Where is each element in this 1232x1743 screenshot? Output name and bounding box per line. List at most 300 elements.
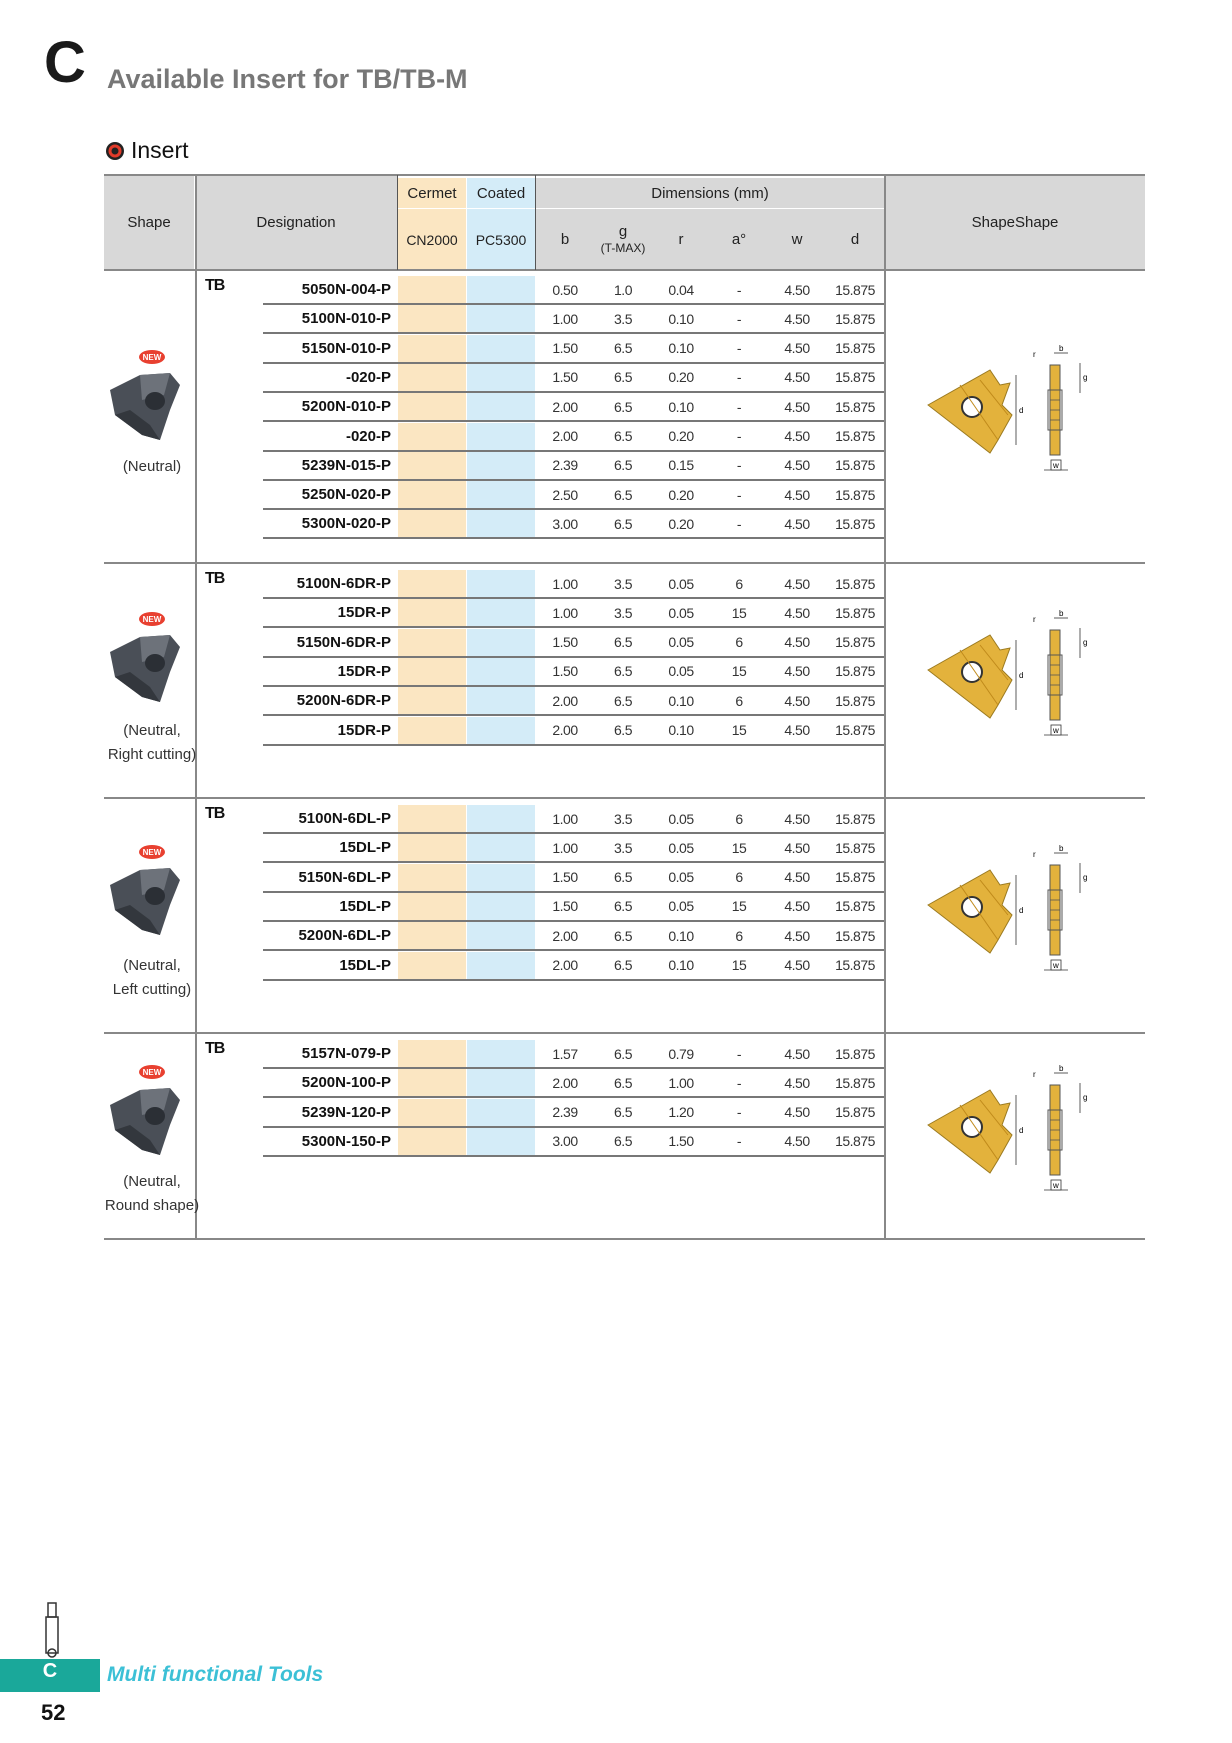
dim-g-cell: 6.5 bbox=[614, 457, 632, 474]
designation-cell: 5157N-079-P bbox=[301, 1045, 391, 1062]
table-row bbox=[263, 717, 884, 746]
dim-r-cell: 1.20 bbox=[668, 1104, 694, 1121]
dim-a-cell: 15 bbox=[731, 722, 747, 738]
dim-d-cell: 15.875 bbox=[835, 692, 875, 709]
dim-b-cell: 1.50 bbox=[552, 369, 578, 386]
dim-b-cell: 3.00 bbox=[552, 515, 578, 532]
cermet-availability-cell bbox=[398, 423, 466, 450]
dim-a-cell: - bbox=[736, 281, 742, 298]
dim-d-cell: 15.875 bbox=[835, 310, 875, 327]
coated-availability-cell bbox=[467, 629, 535, 656]
coated-availability-cell bbox=[467, 452, 535, 479]
header-d: d bbox=[826, 209, 884, 270]
svg-text:w: w bbox=[1053, 961, 1059, 970]
dim-d-cell: 15.875 bbox=[835, 957, 875, 973]
dim-r-cell: 1.50 bbox=[668, 1133, 694, 1150]
cermet-availability-cell bbox=[398, 893, 466, 920]
table-row bbox=[263, 864, 884, 893]
dim-w-cell: 4.50 bbox=[784, 898, 810, 915]
insert-photo-neutral bbox=[100, 345, 200, 455]
dim-d-cell: 15.875 bbox=[835, 486, 875, 503]
dim-g-cell: 6.5 bbox=[614, 1104, 632, 1121]
table-row bbox=[263, 599, 884, 628]
svg-text:d: d bbox=[1019, 906, 1024, 915]
dim-d-cell: 15.875 bbox=[835, 1133, 875, 1150]
dim-b-cell: 1.00 bbox=[552, 839, 578, 856]
dim-b-cell: 1.50 bbox=[552, 663, 578, 680]
insert-diagram bbox=[920, 1065, 1120, 1215]
dim-d-cell: 15.875 bbox=[835, 839, 875, 856]
dim-a-cell: - bbox=[736, 515, 742, 532]
dim-g-cell: 3.5 bbox=[614, 810, 632, 827]
dim-d-cell: 15.875 bbox=[835, 634, 875, 651]
coated-availability-cell bbox=[467, 893, 535, 920]
cermet-availability-cell bbox=[398, 629, 466, 656]
dim-r-cell: 0.04 bbox=[668, 281, 694, 298]
designation-cell: -020-P bbox=[345, 427, 391, 445]
chapter-letter: C bbox=[44, 30, 86, 95]
dim-a-cell: 15 bbox=[731, 957, 747, 973]
dim-r-cell: 1.00 bbox=[668, 1074, 694, 1091]
dim-b-cell: 2.00 bbox=[552, 1074, 578, 1091]
dim-a-cell: 6 bbox=[735, 634, 743, 651]
footer-title: Multi functional Tools bbox=[107, 1663, 324, 1686]
dim-w-cell: 4.50 bbox=[784, 1074, 810, 1091]
dim-d-cell: 15.875 bbox=[835, 869, 875, 886]
dim-g-cell: 6.5 bbox=[614, 398, 632, 415]
designation-cell: 5239N-120-P bbox=[301, 1103, 391, 1121]
page-title: Available Insert for TB/TB-M bbox=[107, 64, 468, 94]
dim-r-cell: 0.05 bbox=[668, 575, 694, 592]
table-row bbox=[263, 364, 884, 393]
table-row bbox=[263, 276, 884, 305]
dim-a-cell: - bbox=[736, 486, 742, 503]
svg-text:b: b bbox=[1059, 345, 1064, 353]
table-row bbox=[263, 629, 884, 658]
svg-text:w: w bbox=[1053, 726, 1059, 735]
cermet-availability-cell bbox=[398, 687, 466, 714]
dim-g-cell: 3.5 bbox=[614, 575, 632, 592]
dim-b-cell: 1.50 bbox=[552, 869, 578, 886]
dim-g-cell: 6.5 bbox=[614, 1133, 632, 1150]
svg-text:b: b bbox=[1059, 1065, 1064, 1073]
dim-a-cell: 6 bbox=[735, 927, 743, 944]
dim-w-cell: 4.50 bbox=[784, 398, 810, 415]
cermet-availability-cell bbox=[398, 276, 466, 303]
designation-cell: 5250N-020-P bbox=[301, 486, 391, 504]
dim-b-cell: 0.50 bbox=[552, 281, 578, 298]
shape-caption: (Neutral) bbox=[122, 458, 182, 475]
dim-d-cell: 15.875 bbox=[835, 810, 875, 827]
dim-b-cell: 2.39 bbox=[552, 1104, 578, 1121]
svg-text:b: b bbox=[1059, 845, 1064, 853]
coated-availability-cell bbox=[467, 952, 535, 979]
designation-cell: 15DL-P bbox=[339, 839, 391, 857]
dim-w-cell: 4.50 bbox=[784, 428, 810, 444]
designation-cell: 5200N-6DR-P bbox=[296, 692, 391, 710]
designation-cell: 5300N-020-P bbox=[301, 515, 391, 533]
insert-photo-round bbox=[100, 1060, 200, 1170]
group-prefix: TB bbox=[205, 1040, 225, 1057]
section-title: Insert bbox=[131, 137, 189, 163]
header-shape-diagram: ShapeShape bbox=[885, 175, 1145, 270]
table-bottom-border bbox=[104, 1238, 1145, 1240]
dim-r-cell: 0.05 bbox=[668, 663, 694, 680]
table-row bbox=[263, 570, 884, 599]
cermet-availability-cell bbox=[398, 1069, 466, 1096]
header-divider bbox=[535, 175, 536, 270]
dim-g-cell: 6.5 bbox=[614, 340, 632, 357]
dim-d-cell: 15.875 bbox=[835, 340, 875, 357]
cermet-availability-cell bbox=[398, 717, 466, 744]
dim-w-cell: 4.50 bbox=[784, 1133, 810, 1150]
dim-g-cell: 1.0 bbox=[614, 281, 632, 298]
dim-r-cell: 0.20 bbox=[668, 515, 694, 532]
dim-g-cell: 6.5 bbox=[614, 898, 632, 915]
dim-b-cell: 1.00 bbox=[552, 810, 578, 827]
svg-text:g: g bbox=[1083, 373, 1088, 382]
svg-text:d: d bbox=[1019, 1126, 1024, 1135]
dim-b-cell: 2.00 bbox=[552, 428, 578, 444]
dim-d-cell: 15.875 bbox=[835, 1074, 875, 1091]
dim-d-cell: 15.875 bbox=[835, 1045, 875, 1062]
header-coated: Coated bbox=[467, 178, 535, 208]
cermet-availability-cell bbox=[398, 570, 466, 597]
dim-g-cell: 6.5 bbox=[614, 1045, 632, 1062]
insert-diagram bbox=[920, 610, 1120, 760]
cermet-availability-cell bbox=[398, 599, 466, 626]
cermet-availability-cell bbox=[398, 922, 466, 949]
designation-cell: 5050N-004-P bbox=[301, 281, 391, 298]
group-divider bbox=[104, 1032, 1145, 1034]
coated-availability-cell bbox=[467, 805, 535, 832]
header-coated-grade: PC5300 bbox=[467, 209, 535, 270]
coated-availability-cell bbox=[467, 276, 535, 303]
dim-r-cell: 0.05 bbox=[668, 604, 694, 621]
designation-cell: 15DL-P bbox=[339, 897, 391, 915]
dim-d-cell: 15.875 bbox=[835, 281, 875, 298]
coated-availability-cell bbox=[467, 687, 535, 714]
group-prefix: TB bbox=[205, 277, 225, 294]
dim-r-cell: 0.10 bbox=[668, 340, 694, 357]
designation-cell: 15DR-P bbox=[337, 721, 391, 739]
cermet-availability-cell bbox=[398, 1099, 466, 1126]
dim-r-cell: 0.10 bbox=[668, 310, 694, 327]
dim-a-cell: - bbox=[736, 398, 742, 415]
cermet-availability-cell bbox=[398, 1040, 466, 1067]
dim-w-cell: 4.50 bbox=[784, 634, 810, 651]
coated-availability-cell bbox=[467, 481, 535, 508]
dim-g-cell: 6.5 bbox=[614, 515, 632, 532]
footer-chapter-letter: C bbox=[42, 1660, 58, 1682]
table-row bbox=[263, 510, 884, 539]
coated-availability-cell bbox=[467, 599, 535, 626]
dim-a-cell: - bbox=[736, 369, 742, 386]
new-badge-text: NEW bbox=[142, 1068, 162, 1077]
dim-g-cell: 6.5 bbox=[614, 957, 632, 973]
insert-photo-left bbox=[100, 840, 200, 950]
dim-w-cell: 4.50 bbox=[784, 486, 810, 503]
dim-d-cell: 15.875 bbox=[835, 604, 875, 621]
cermet-availability-cell bbox=[398, 805, 466, 832]
dim-w-cell: 4.50 bbox=[784, 1104, 810, 1121]
dim-a-cell: 6 bbox=[735, 869, 743, 886]
cermet-availability-cell bbox=[398, 864, 466, 891]
dim-a-cell: - bbox=[736, 1133, 742, 1150]
table-row bbox=[263, 834, 884, 863]
cermet-availability-cell bbox=[398, 335, 466, 362]
designation-cell: 5200N-6DL-P bbox=[298, 927, 391, 945]
header-a: a° bbox=[710, 209, 768, 270]
cermet-availability-cell bbox=[398, 393, 466, 420]
coated-availability-cell bbox=[467, 1128, 535, 1155]
table-row bbox=[263, 658, 884, 687]
designation-cell: -020-P bbox=[345, 368, 391, 386]
table-row bbox=[263, 893, 884, 922]
dim-d-cell: 15.875 bbox=[835, 898, 875, 915]
dim-a-cell: - bbox=[736, 457, 742, 474]
designation-cell: 5150N-6DL-P bbox=[298, 868, 391, 886]
dim-w-cell: 4.50 bbox=[784, 692, 810, 709]
coated-availability-cell bbox=[467, 658, 535, 685]
designation-cell: 5100N-010-P bbox=[301, 310, 391, 328]
group-prefix: TB bbox=[205, 805, 225, 822]
cermet-availability-cell bbox=[398, 364, 466, 391]
dim-b-cell: 1.00 bbox=[552, 604, 578, 621]
new-badge-text: NEW bbox=[142, 848, 162, 857]
dim-b-cell: 1.57 bbox=[552, 1045, 578, 1062]
table-row bbox=[263, 452, 884, 481]
dim-d-cell: 15.875 bbox=[835, 663, 875, 680]
table-row bbox=[263, 335, 884, 364]
coated-availability-cell bbox=[467, 1069, 535, 1096]
dim-w-cell: 4.50 bbox=[784, 722, 810, 738]
header-dimensions: Dimensions (mm) bbox=[536, 178, 884, 208]
dim-d-cell: 15.875 bbox=[835, 369, 875, 386]
coated-availability-cell bbox=[467, 1040, 535, 1067]
dim-r-cell: 0.05 bbox=[668, 898, 694, 915]
designation-cell: 5200N-010-P bbox=[301, 398, 391, 416]
insert-diagram bbox=[920, 845, 1120, 995]
dim-w-cell: 4.50 bbox=[784, 310, 810, 327]
dim-a-cell: 6 bbox=[735, 575, 743, 592]
group-prefix: TB bbox=[205, 570, 225, 587]
dim-d-cell: 15.875 bbox=[835, 575, 875, 592]
designation-cell: 5300N-150-P bbox=[301, 1132, 391, 1150]
svg-text:r: r bbox=[1033, 850, 1036, 859]
dim-b-cell: 1.50 bbox=[552, 898, 578, 915]
dim-a-cell: - bbox=[736, 428, 742, 444]
group-divider bbox=[104, 562, 1145, 564]
tool-icon bbox=[40, 1601, 64, 1661]
header-bottom-border bbox=[104, 269, 1145, 271]
table-row bbox=[263, 952, 884, 981]
coated-availability-cell bbox=[467, 1099, 535, 1126]
page-number: 52 bbox=[41, 1700, 66, 1725]
dim-g-cell: 6.5 bbox=[614, 486, 632, 503]
dim-w-cell: 4.50 bbox=[784, 810, 810, 827]
table-row bbox=[263, 1069, 884, 1098]
dim-w-cell: 4.50 bbox=[784, 281, 810, 298]
dim-a-cell: 15 bbox=[731, 898, 747, 915]
dim-d-cell: 15.875 bbox=[835, 722, 875, 738]
dim-a-cell: 15 bbox=[731, 604, 747, 621]
dim-w-cell: 4.50 bbox=[784, 1045, 810, 1062]
dim-b-cell: 1.50 bbox=[552, 340, 578, 357]
coated-availability-cell bbox=[467, 834, 535, 861]
coated-availability-cell bbox=[467, 717, 535, 744]
cermet-availability-cell bbox=[398, 510, 466, 537]
cermet-availability-cell bbox=[398, 834, 466, 861]
dim-r-cell: 0.10 bbox=[668, 957, 694, 973]
coated-availability-cell bbox=[467, 570, 535, 597]
dim-b-cell: 2.00 bbox=[552, 398, 578, 415]
dim-w-cell: 4.50 bbox=[784, 369, 810, 386]
table-row bbox=[263, 922, 884, 951]
coated-availability-cell bbox=[467, 510, 535, 537]
dim-g-cell: 6.5 bbox=[614, 869, 632, 886]
dim-a-cell: 15 bbox=[731, 663, 747, 680]
dim-w-cell: 4.50 bbox=[784, 957, 810, 973]
svg-text:w: w bbox=[1053, 1181, 1059, 1190]
table-row bbox=[263, 1099, 884, 1128]
table-row bbox=[263, 1040, 884, 1069]
cermet-availability-cell bbox=[398, 305, 466, 332]
shape-caption: (Neutral, Left cutting) bbox=[112, 957, 192, 998]
header-r: r bbox=[652, 209, 710, 270]
dim-g-cell: 6.5 bbox=[614, 1074, 632, 1091]
dim-r-cell: 0.20 bbox=[668, 428, 694, 444]
dim-w-cell: 4.50 bbox=[784, 869, 810, 886]
insert-diagram bbox=[920, 345, 1120, 495]
header-g-sub: (T-MAX) bbox=[600, 240, 646, 255]
dim-d-cell: 15.875 bbox=[835, 1104, 875, 1121]
dim-g-cell: 6.5 bbox=[614, 722, 632, 738]
insert-photo-right bbox=[100, 607, 200, 717]
svg-text:g: g bbox=[1083, 638, 1088, 647]
dim-r-cell: 0.15 bbox=[668, 457, 694, 474]
designation-cell: 15DL-P bbox=[339, 956, 391, 974]
dim-r-cell: 0.05 bbox=[668, 839, 694, 856]
dim-r-cell: 0.20 bbox=[668, 486, 694, 503]
dim-b-cell: 2.00 bbox=[552, 927, 578, 944]
coated-availability-cell bbox=[467, 922, 535, 949]
header-divider bbox=[397, 175, 398, 270]
dim-r-cell: 0.10 bbox=[668, 722, 694, 738]
dim-b-cell: 1.00 bbox=[552, 310, 578, 327]
designation-cell: 5200N-100-P bbox=[301, 1074, 391, 1092]
dim-b-cell: 2.00 bbox=[552, 957, 578, 973]
svg-text:r: r bbox=[1033, 615, 1036, 624]
table-row bbox=[263, 393, 884, 422]
dim-d-cell: 15.875 bbox=[835, 927, 875, 944]
coated-availability-cell bbox=[467, 335, 535, 362]
svg-text:r: r bbox=[1033, 1070, 1036, 1079]
dim-w-cell: 4.50 bbox=[784, 604, 810, 621]
shape-caption: (Neutral, Right cutting) bbox=[107, 722, 197, 763]
cermet-availability-cell bbox=[398, 452, 466, 479]
coated-availability-cell bbox=[467, 423, 535, 450]
dim-g-cell: 6.5 bbox=[614, 692, 632, 709]
dim-w-cell: 4.50 bbox=[784, 457, 810, 474]
dim-g-cell: 3.5 bbox=[614, 310, 632, 327]
dim-a-cell: - bbox=[736, 340, 742, 357]
dim-w-cell: 4.50 bbox=[784, 340, 810, 357]
svg-text:d: d bbox=[1019, 406, 1024, 415]
new-badge-text: NEW bbox=[142, 353, 162, 362]
cermet-availability-cell bbox=[398, 658, 466, 685]
dim-b-cell: 3.00 bbox=[552, 1133, 578, 1150]
coated-availability-cell bbox=[467, 864, 535, 891]
table-top-border bbox=[104, 174, 1145, 176]
table-row bbox=[263, 305, 884, 334]
svg-text:g: g bbox=[1083, 1093, 1088, 1102]
header-designation: Designation bbox=[195, 175, 397, 270]
dim-a-cell: - bbox=[736, 1104, 742, 1121]
dim-r-cell: 0.05 bbox=[668, 869, 694, 886]
dim-g-cell: 3.5 bbox=[614, 604, 632, 621]
coated-availability-cell bbox=[467, 393, 535, 420]
cermet-availability-cell bbox=[398, 1128, 466, 1155]
dim-b-cell: 2.00 bbox=[552, 722, 578, 738]
designation-cell: 5150N-010-P bbox=[301, 339, 391, 357]
dim-w-cell: 4.50 bbox=[784, 927, 810, 944]
dim-a-cell: 15 bbox=[731, 839, 747, 856]
dim-b-cell: 2.50 bbox=[552, 486, 578, 503]
header-g bbox=[594, 209, 652, 270]
dim-r-cell: 0.10 bbox=[668, 398, 694, 415]
cermet-availability-cell bbox=[398, 952, 466, 979]
table-row bbox=[263, 1128, 884, 1157]
shape-caption: (Neutral, Round shape) bbox=[104, 1173, 200, 1214]
svg-text:b: b bbox=[1059, 610, 1064, 618]
dim-g-cell: 3.5 bbox=[614, 839, 632, 856]
table-row bbox=[263, 423, 884, 452]
dim-r-cell: 0.10 bbox=[668, 927, 694, 944]
new-badge-text: NEW bbox=[142, 615, 162, 624]
designation-cell: 15DR-P bbox=[337, 604, 391, 622]
svg-text:g: g bbox=[1083, 873, 1088, 882]
dim-b-cell: 2.00 bbox=[552, 692, 578, 709]
header-b: b bbox=[536, 209, 594, 270]
dim-g-cell: 6.5 bbox=[614, 927, 632, 944]
designation-cell: 5150N-6DR-P bbox=[296, 633, 391, 651]
dim-w-cell: 4.50 bbox=[784, 515, 810, 532]
table-row bbox=[263, 481, 884, 510]
dim-b-cell: 1.00 bbox=[552, 575, 578, 592]
dim-d-cell: 15.875 bbox=[835, 515, 875, 532]
dim-w-cell: 4.50 bbox=[784, 839, 810, 856]
coated-availability-cell bbox=[467, 305, 535, 332]
designation-cell: 5100N-6DR-P bbox=[296, 575, 391, 592]
svg-text:r: r bbox=[1033, 350, 1036, 359]
dim-g-cell: 6.5 bbox=[614, 428, 632, 444]
dim-d-cell: 15.875 bbox=[835, 398, 875, 415]
coated-availability-cell bbox=[467, 364, 535, 391]
header-w: w bbox=[768, 209, 826, 270]
group-divider bbox=[104, 797, 1145, 799]
table-row bbox=[263, 805, 884, 834]
svg-text:d: d bbox=[1019, 671, 1024, 680]
dim-r-cell: 0.20 bbox=[668, 369, 694, 386]
dim-r-cell: 0.05 bbox=[668, 634, 694, 651]
dim-b-cell: 1.50 bbox=[552, 634, 578, 651]
dim-w-cell: 4.50 bbox=[784, 575, 810, 592]
dim-g-cell: 6.5 bbox=[614, 369, 632, 386]
header-shape: Shape bbox=[104, 175, 194, 270]
dim-b-cell: 2.39 bbox=[552, 457, 578, 474]
designation-cell: 5239N-015-P bbox=[301, 456, 391, 474]
